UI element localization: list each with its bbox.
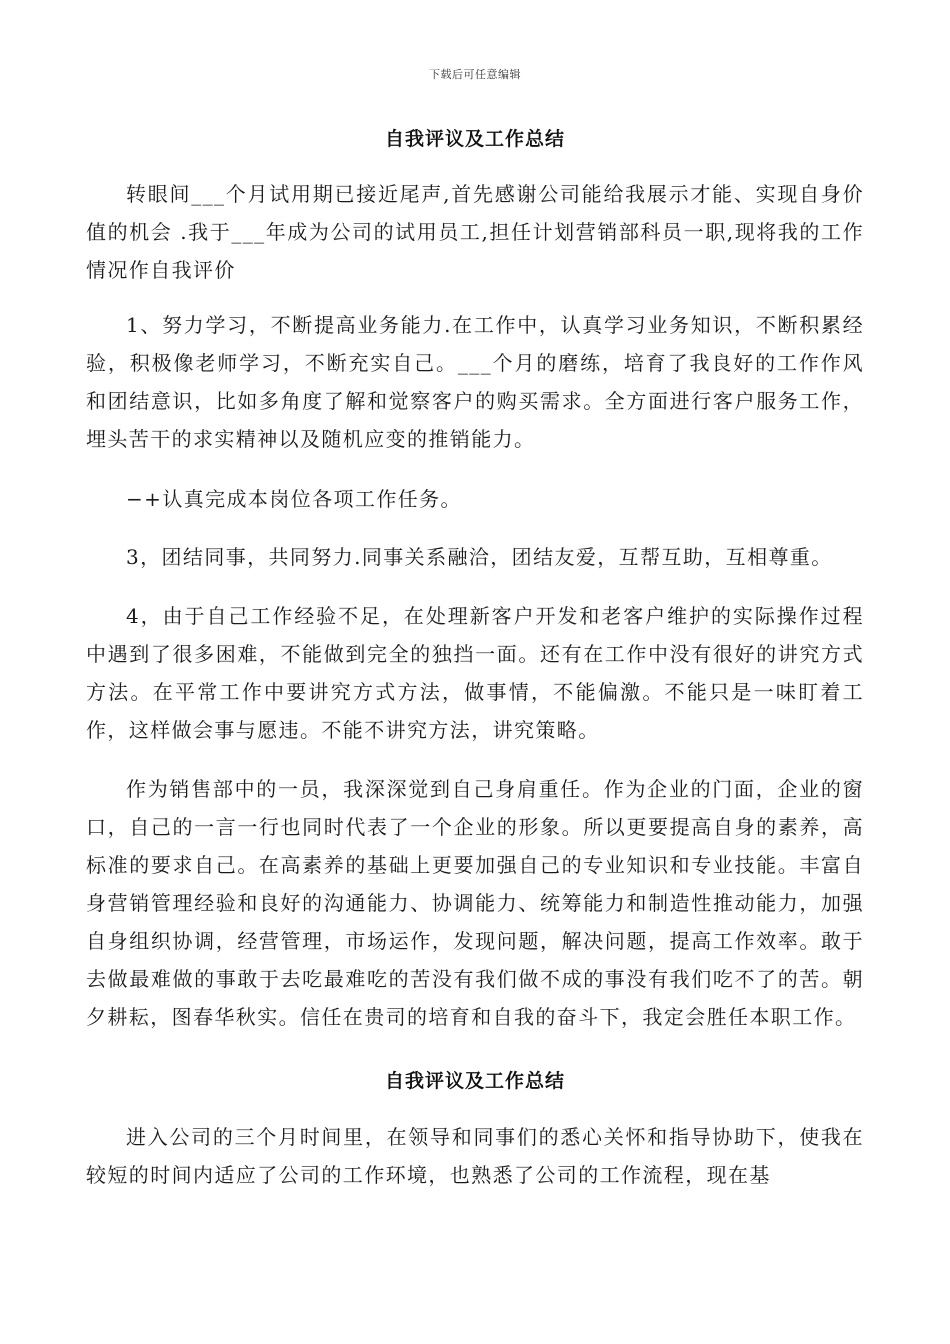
header-note: 下载后可任意编辑 <box>429 68 521 81</box>
paragraph: 作为销售部中的一员，我深深觉到自己身肩重任。作为企业的门面，企业的窗口，自己的一言一行也同时代表了一个企业的形象。所以更要提高自身的素养，高标准的要求自己。在高素养的基础上更要加强自己的专业知识和专业技能。丰富自身营销管理经验和良好的沟通能力、协调能力、统筹能力和制造性推动能力，加强自身组织协调，经营管理，市场运作，发现问题，解决问题，提高工作效率。敢于去做最难做的事敢于去吃最难吃的苦没有我们做不成的事没有我们吃不了的苦。朝夕耕耘，图春华秋实。信任在贵司的培育和自我的奋斗下，我定会胜任本职工作。 <box>86 777 864 1029</box>
paragraph: −+认真完成本岗位各项工作任务。 <box>126 487 462 511</box>
section-title: 自我评议及工作总结 <box>384 128 565 150</box>
paragraph: 转眼间___个月试用期已接近尾声,首先感谢公司能给我展示才能、实现自身价值的机会 .我于___年成为公司的试用员工,担任计划营销部科员一职,现将我的工作情况作自我评价 <box>86 182 864 282</box>
paragraph: 4，由于自己工作经验不足，在处理新客户开发和老客户维护的实际操作过程中遇到了很多困难，不能做到完全的独挡一面。还有在工作中没有很好的讲究方式方法。在平常工作中要讲究方式方法，做事情，不能偏激。不能只是一味盯着工作，这样做会事与愿违。不能不讲究方法，讲究策略。 <box>86 604 864 742</box>
paragraph: 进入公司的三个月时间里，在领导和同事们的悉心关怀和指导协助下，使我在较短的时间内适应了公司的工作环境，也熟悉了公司的工作流程，现在基 <box>86 1125 864 1187</box>
section-title: 自我评议及工作总结 <box>384 1070 565 1092</box>
paragraph: 3，团结同事，共同努力.同事关系融洽，团结友爱，互帮互助，互相尊重。 <box>126 545 833 569</box>
paragraph: 1、努力学习，不断提高业务能力.在工作中，认真学习业务知识，不断积累经验，积极像老师学习，不断充实自己。___个月的磨练，培育了我良好的工作作风和团结意识，比如多角度了解和觉察客户的购买需求。全方面进行客户服务工作，埋头苦干的求实精神以及随机应变的推销能力。 <box>86 313 864 451</box>
